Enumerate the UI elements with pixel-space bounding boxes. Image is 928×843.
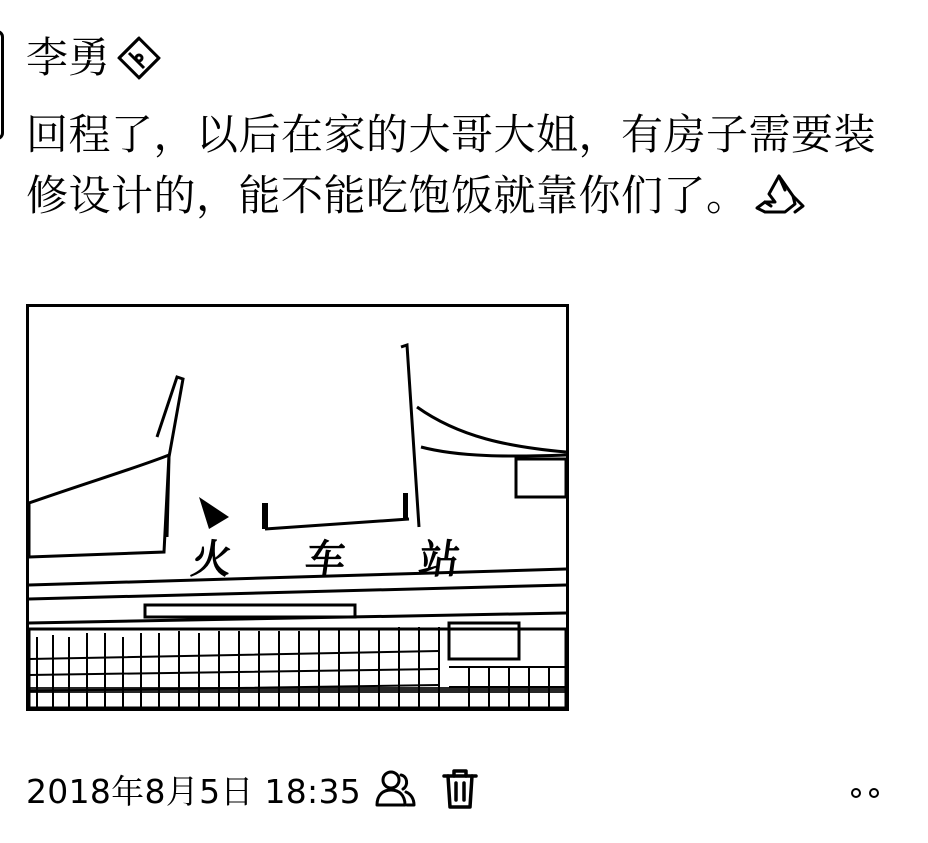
post-body <box>26 104 876 226</box>
post-footer <box>26 763 906 815</box>
railway-station-photo <box>29 307 566 708</box>
post-text: 回程了，以后在家的大哥大姐，有房子需要装修设计的，能不能吃饱饭就靠你们了。 <box>26 110 877 220</box>
station-sign: 火 车 站 <box>188 536 493 583</box>
friends-visibility-icon[interactable] <box>373 767 417 811</box>
more-dots-icon <box>869 788 879 798</box>
post-header <box>26 30 164 86</box>
username[interactable]: 李勇 <box>26 33 111 82</box>
diamond-badge-icon <box>114 33 164 83</box>
more-dots-icon <box>851 788 861 798</box>
more-button[interactable] <box>832 773 898 813</box>
avatar[interactable] <box>0 30 4 140</box>
pray-hands-icon <box>755 172 807 216</box>
trash-icon[interactable] <box>441 767 479 811</box>
timestamp: 2018年8月5日 18:35 <box>26 771 362 811</box>
post-photo[interactable] <box>26 304 569 711</box>
